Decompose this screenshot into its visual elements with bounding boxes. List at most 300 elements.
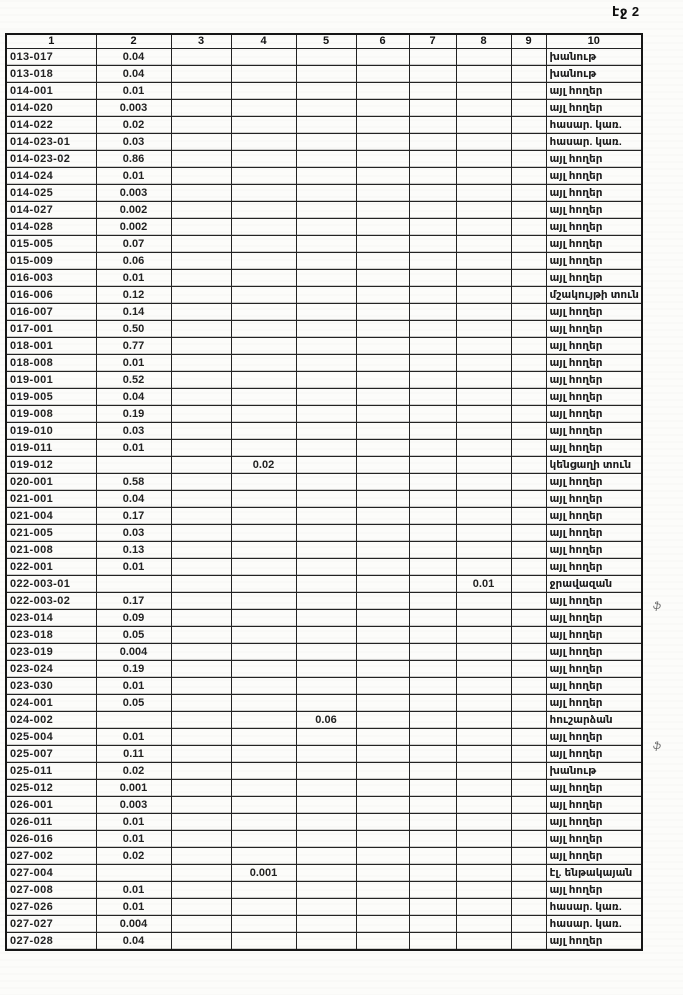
value-cell xyxy=(456,66,511,83)
column-header: 2 xyxy=(96,34,171,49)
value-cell xyxy=(511,202,546,219)
value-cell xyxy=(409,168,456,185)
value-cell xyxy=(296,253,356,270)
parcel-code-cell: 015-005 xyxy=(6,236,96,253)
value-cell xyxy=(231,117,296,134)
land-use-cell: այլ հողեր xyxy=(546,933,642,951)
value-cell xyxy=(231,559,296,576)
value-cell xyxy=(171,933,231,951)
value-cell xyxy=(171,882,231,899)
table-row xyxy=(6,287,642,304)
value-cell xyxy=(456,814,511,831)
value-cell: 0.03 xyxy=(96,134,171,151)
value-cell xyxy=(511,100,546,117)
value-cell xyxy=(511,321,546,338)
value-cell xyxy=(511,304,546,321)
value-cell xyxy=(511,287,546,304)
value-cell xyxy=(511,423,546,440)
value-cell xyxy=(456,236,511,253)
value-cell xyxy=(511,389,546,406)
land-use-cell: այլ հողեր xyxy=(546,593,642,610)
value-cell: 0.03 xyxy=(96,423,171,440)
value-cell xyxy=(511,134,546,151)
value-cell xyxy=(171,865,231,882)
parcel-code-cell: 019-012 xyxy=(6,457,96,474)
value-cell xyxy=(171,525,231,542)
column-header: 8 xyxy=(456,34,511,49)
value-cell xyxy=(356,542,409,559)
value-cell xyxy=(511,576,546,593)
value-cell xyxy=(356,355,409,372)
value-cell xyxy=(356,525,409,542)
value-cell xyxy=(409,542,456,559)
table-row xyxy=(6,151,642,168)
value-cell xyxy=(456,355,511,372)
value-cell xyxy=(231,474,296,491)
value-cell: 0.004 xyxy=(96,644,171,661)
value-cell xyxy=(356,865,409,882)
land-use-cell: հասար. կառ. xyxy=(546,899,642,916)
land-use-cell: այլ հողեր xyxy=(546,627,642,644)
parcel-code-cell: 023-014 xyxy=(6,610,96,627)
value-cell xyxy=(456,406,511,423)
value-cell xyxy=(231,848,296,865)
value-cell xyxy=(231,83,296,100)
parcel-code-cell: 013-018 xyxy=(6,66,96,83)
value-cell xyxy=(456,542,511,559)
value-cell xyxy=(356,848,409,865)
value-cell: 0.86 xyxy=(96,151,171,168)
land-use-cell: այլ հողեր xyxy=(546,848,642,865)
value-cell xyxy=(511,780,546,797)
value-cell xyxy=(409,831,456,848)
value-cell xyxy=(296,219,356,236)
value-cell xyxy=(171,49,231,66)
table-row xyxy=(6,355,642,372)
column-header: 4 xyxy=(231,34,296,49)
value-cell xyxy=(231,100,296,117)
parcel-code-cell: 019-001 xyxy=(6,372,96,389)
value-cell xyxy=(231,321,296,338)
value-cell xyxy=(231,882,296,899)
parcel-code-cell: 025-004 xyxy=(6,729,96,746)
value-cell xyxy=(356,644,409,661)
value-cell xyxy=(456,763,511,780)
value-cell xyxy=(511,474,546,491)
value-cell xyxy=(356,797,409,814)
table-row xyxy=(6,100,642,117)
value-cell: 0.01 xyxy=(96,270,171,287)
land-use-cell: այլ հողեր xyxy=(546,542,642,559)
value-cell xyxy=(409,508,456,525)
table-row xyxy=(6,83,642,100)
table-row xyxy=(6,134,642,151)
value-cell xyxy=(171,66,231,83)
parcel-code-cell: 015-009 xyxy=(6,253,96,270)
value-cell xyxy=(231,712,296,729)
table-row xyxy=(6,780,642,797)
value-cell xyxy=(171,100,231,117)
value-cell: 0.01 xyxy=(96,440,171,457)
value-cell xyxy=(231,253,296,270)
value-cell xyxy=(356,457,409,474)
value-cell xyxy=(231,389,296,406)
value-cell xyxy=(511,49,546,66)
value-cell xyxy=(456,134,511,151)
value-cell xyxy=(409,848,456,865)
value-cell xyxy=(231,661,296,678)
value-cell xyxy=(511,644,546,661)
parcel-code-cell: 025-007 xyxy=(6,746,96,763)
value-cell xyxy=(171,678,231,695)
land-use-cell: այլ հողեր xyxy=(546,491,642,508)
value-cell xyxy=(409,916,456,933)
land-use-cell: այլ հողեր xyxy=(546,219,642,236)
land-use-cell: այլ հողեր xyxy=(546,661,642,678)
parcel-code-cell: 014-022 xyxy=(6,117,96,134)
land-use-cell: այլ հողեր xyxy=(546,729,642,746)
value-cell xyxy=(296,66,356,83)
value-cell xyxy=(171,508,231,525)
value-cell xyxy=(456,219,511,236)
table-row xyxy=(6,491,642,508)
value-cell xyxy=(296,695,356,712)
value-cell xyxy=(231,729,296,746)
value-cell xyxy=(171,219,231,236)
value-cell: 0.01 xyxy=(96,899,171,916)
value-cell xyxy=(296,508,356,525)
value-cell: 0.58 xyxy=(96,474,171,491)
value-cell xyxy=(511,729,546,746)
value-cell xyxy=(511,66,546,83)
value-cell xyxy=(456,304,511,321)
value-cell xyxy=(231,525,296,542)
parcel-code-cell: 014-028 xyxy=(6,219,96,236)
column-header: 1 xyxy=(6,34,96,49)
value-cell xyxy=(511,338,546,355)
value-cell xyxy=(511,559,546,576)
table-row xyxy=(6,219,642,236)
value-cell xyxy=(296,406,356,423)
value-cell: 0.01 xyxy=(96,814,171,831)
value-cell xyxy=(409,355,456,372)
value-cell xyxy=(511,355,546,372)
value-cell xyxy=(409,49,456,66)
value-cell xyxy=(356,338,409,355)
value-cell xyxy=(356,185,409,202)
value-cell xyxy=(456,797,511,814)
value-cell xyxy=(511,406,546,423)
parcel-code-cell: 016-006 xyxy=(6,287,96,304)
value-cell: 0.01 xyxy=(456,576,511,593)
value-cell xyxy=(171,168,231,185)
value-cell xyxy=(511,270,546,287)
value-cell: 0.01 xyxy=(96,355,171,372)
value-cell xyxy=(231,355,296,372)
value-cell xyxy=(511,236,546,253)
value-cell xyxy=(511,763,546,780)
value-cell xyxy=(296,270,356,287)
value-cell: 0.12 xyxy=(96,287,171,304)
value-cell xyxy=(409,440,456,457)
value-cell xyxy=(231,542,296,559)
land-use-cell: այլ հողեր xyxy=(546,644,642,661)
value-cell xyxy=(296,610,356,627)
value-cell xyxy=(511,440,546,457)
parcel-code-cell: 021-008 xyxy=(6,542,96,559)
value-cell xyxy=(296,882,356,899)
table-row xyxy=(6,202,642,219)
value-cell xyxy=(409,270,456,287)
value-cell xyxy=(409,117,456,134)
table-row xyxy=(6,797,642,814)
value-cell xyxy=(296,797,356,814)
value-cell: 0.01 xyxy=(96,882,171,899)
value-cell xyxy=(171,185,231,202)
value-cell xyxy=(296,865,356,882)
value-cell xyxy=(171,644,231,661)
value-cell xyxy=(356,712,409,729)
value-cell xyxy=(296,542,356,559)
parcel-code-cell: 025-012 xyxy=(6,780,96,797)
parcel-code-cell: 019-010 xyxy=(6,423,96,440)
value-cell: 0.003 xyxy=(96,100,171,117)
value-cell xyxy=(356,491,409,508)
value-cell xyxy=(296,440,356,457)
table-row xyxy=(6,644,642,661)
value-cell xyxy=(456,440,511,457)
parcel-code-cell: 018-001 xyxy=(6,338,96,355)
value-cell xyxy=(231,168,296,185)
value-cell xyxy=(171,236,231,253)
table-row xyxy=(6,304,642,321)
value-cell xyxy=(171,270,231,287)
value-cell xyxy=(409,525,456,542)
value-cell: 0.77 xyxy=(96,338,171,355)
value-cell xyxy=(296,763,356,780)
value-cell xyxy=(409,372,456,389)
value-cell xyxy=(171,491,231,508)
value-cell xyxy=(296,491,356,508)
value-cell xyxy=(231,576,296,593)
parcel-code-cell: 014-023-02 xyxy=(6,151,96,168)
value-cell xyxy=(456,474,511,491)
value-cell xyxy=(356,831,409,848)
land-use-cell: այլ հողեր xyxy=(546,678,642,695)
value-cell xyxy=(511,372,546,389)
parcel-code-cell: 027-027 xyxy=(6,916,96,933)
value-cell xyxy=(171,763,231,780)
value-cell xyxy=(171,117,231,134)
land-use-cell: այլ հողեր xyxy=(546,321,642,338)
column-header: 5 xyxy=(296,34,356,49)
value-cell xyxy=(231,899,296,916)
value-cell xyxy=(456,661,511,678)
table-row xyxy=(6,865,642,882)
table-row xyxy=(6,406,642,423)
value-cell: 0.19 xyxy=(96,406,171,423)
value-cell xyxy=(409,882,456,899)
value-cell xyxy=(409,576,456,593)
land-use-cell: խանութ xyxy=(546,66,642,83)
value-cell xyxy=(511,627,546,644)
value-cell xyxy=(356,763,409,780)
value-cell xyxy=(356,202,409,219)
value-cell xyxy=(511,848,546,865)
land-use-cell: հասար. կառ. xyxy=(546,117,642,134)
value-cell xyxy=(456,712,511,729)
land-use-cell: այլ հողեր xyxy=(546,814,642,831)
value-cell xyxy=(356,814,409,831)
column-header: 3 xyxy=(171,34,231,49)
value-cell xyxy=(456,746,511,763)
value-cell xyxy=(356,882,409,899)
value-cell xyxy=(409,746,456,763)
value-cell xyxy=(231,933,296,951)
value-cell xyxy=(296,49,356,66)
parcel-code-cell: 016-003 xyxy=(6,270,96,287)
value-cell xyxy=(409,695,456,712)
value-cell xyxy=(409,933,456,951)
value-cell xyxy=(231,814,296,831)
value-cell xyxy=(296,355,356,372)
value-cell xyxy=(296,117,356,134)
value-cell xyxy=(171,916,231,933)
value-cell xyxy=(296,185,356,202)
value-cell: 0.07 xyxy=(96,236,171,253)
value-cell xyxy=(356,678,409,695)
value-cell xyxy=(171,474,231,491)
table-row xyxy=(6,559,642,576)
value-cell xyxy=(171,576,231,593)
table-row xyxy=(6,508,642,525)
value-cell: 0.01 xyxy=(96,168,171,185)
land-use-cell: այլ հողեր xyxy=(546,372,642,389)
value-cell xyxy=(171,202,231,219)
land-use-cell: այլ հողեր xyxy=(546,559,642,576)
parcel-code-cell: 024-001 xyxy=(6,695,96,712)
parcel-code-cell: 026-016 xyxy=(6,831,96,848)
value-cell xyxy=(231,440,296,457)
parcel-code-cell: 023-024 xyxy=(6,661,96,678)
value-cell xyxy=(296,525,356,542)
table-row xyxy=(6,593,642,610)
value-cell xyxy=(231,134,296,151)
value-cell xyxy=(231,593,296,610)
value-cell xyxy=(356,661,409,678)
land-use-cell: այլ հողեր xyxy=(546,253,642,270)
value-cell xyxy=(171,899,231,916)
value-cell xyxy=(231,678,296,695)
value-cell: 0.13 xyxy=(96,542,171,559)
value-cell xyxy=(296,236,356,253)
value-cell xyxy=(356,134,409,151)
value-cell xyxy=(171,559,231,576)
land-use-cell: խանութ xyxy=(546,49,642,66)
value-cell xyxy=(171,831,231,848)
value-cell xyxy=(171,457,231,474)
parcel-code-cell: 027-004 xyxy=(6,865,96,882)
land-use-cell: այլ հողեր xyxy=(546,440,642,457)
land-use-cell: այլ հողեր xyxy=(546,474,642,491)
value-cell xyxy=(96,457,171,474)
table-row xyxy=(6,321,642,338)
value-cell xyxy=(231,491,296,508)
table-header-row xyxy=(6,34,642,49)
value-cell xyxy=(296,100,356,117)
value-cell xyxy=(231,202,296,219)
value-cell xyxy=(511,542,546,559)
value-cell xyxy=(456,848,511,865)
value-cell xyxy=(356,304,409,321)
table-row xyxy=(6,627,642,644)
value-cell xyxy=(171,729,231,746)
value-cell xyxy=(511,525,546,542)
table-row xyxy=(6,542,642,559)
value-cell xyxy=(356,270,409,287)
value-cell xyxy=(456,525,511,542)
value-cell xyxy=(231,763,296,780)
value-cell xyxy=(356,168,409,185)
value-cell xyxy=(356,253,409,270)
value-cell xyxy=(409,865,456,882)
table-row xyxy=(6,882,642,899)
value-cell xyxy=(409,712,456,729)
parcel-code-cell: 024-002 xyxy=(6,712,96,729)
value-cell: 0.04 xyxy=(96,933,171,951)
value-cell xyxy=(171,134,231,151)
parcel-code-cell: 020-001 xyxy=(6,474,96,491)
value-cell xyxy=(409,253,456,270)
value-cell: 0.004 xyxy=(96,916,171,933)
value-cell xyxy=(409,780,456,797)
value-cell xyxy=(409,899,456,916)
value-cell: 0.02 xyxy=(231,457,296,474)
value-cell xyxy=(231,423,296,440)
parcel-code-cell: 019-005 xyxy=(6,389,96,406)
value-cell xyxy=(231,780,296,797)
value-cell xyxy=(409,457,456,474)
value-cell xyxy=(511,814,546,831)
value-cell xyxy=(456,202,511,219)
parcel-code-cell: 014-024 xyxy=(6,168,96,185)
value-cell xyxy=(356,321,409,338)
value-cell xyxy=(409,219,456,236)
value-cell xyxy=(171,389,231,406)
value-cell xyxy=(356,508,409,525)
value-cell xyxy=(231,916,296,933)
value-cell xyxy=(171,372,231,389)
land-use-cell: այլ հողեր xyxy=(546,695,642,712)
parcel-code-cell: 014-001 xyxy=(6,83,96,100)
value-cell xyxy=(456,287,511,304)
value-cell xyxy=(171,746,231,763)
value-cell xyxy=(456,508,511,525)
table-row xyxy=(6,661,642,678)
table-row xyxy=(6,168,642,185)
value-cell xyxy=(231,746,296,763)
value-cell xyxy=(296,780,356,797)
value-cell xyxy=(456,321,511,338)
value-cell xyxy=(296,457,356,474)
value-cell xyxy=(171,627,231,644)
value-cell xyxy=(296,423,356,440)
table-row xyxy=(6,916,642,933)
land-use-cell: այլ հողեր xyxy=(546,797,642,814)
table-row xyxy=(6,423,642,440)
value-cell xyxy=(456,168,511,185)
value-cell xyxy=(296,576,356,593)
